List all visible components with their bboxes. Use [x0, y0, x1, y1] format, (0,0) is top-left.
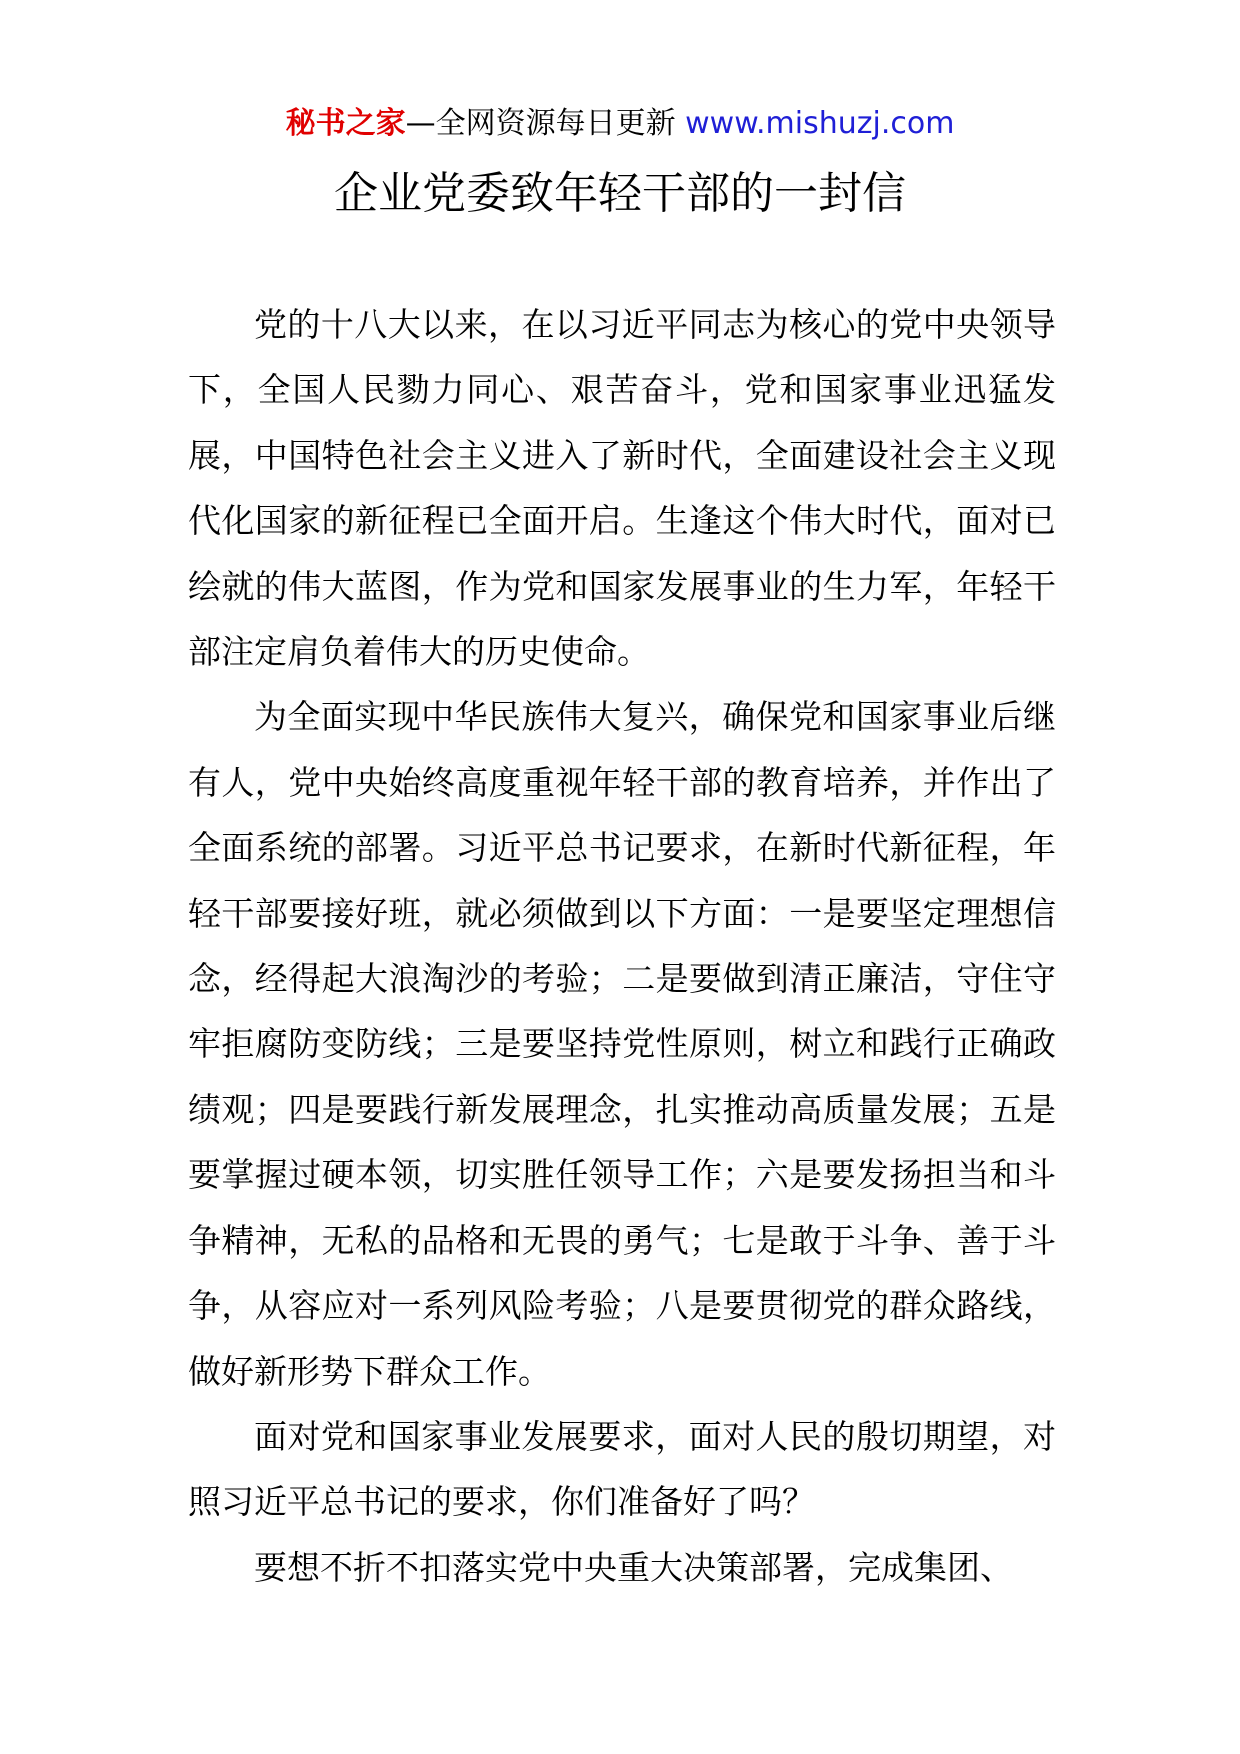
paragraph: 党的十八大以来，在以习近平同志为核心的党中央领导下，全国人民勠力同心、艰苦奋斗，党和国家事业迅猛发展，中国特色社会主义进入了新时代，全面建设社会主义现代化国家的新征程已全面开启。生逢这个伟大时代，面对已绘就的伟大蓝图，作为党和国家发展事业的生力军，年轻干部注定肩负着伟大的历史使命。 — [188, 305, 1056, 672]
document-title: 企业党委致年轻干部的一封信 — [334, 168, 906, 219]
paragraph: 面对党和国家事业发展要求，面对人民的殷切期望，对照习近平总书记的要求，你们准备好了吗？ — [188, 1416, 1056, 1522]
paragraph: 要想不折不扣落实党中央重大决策部署，完成集团、 — [254, 1547, 1013, 1587]
site-brand: 秘书之家 — [285, 106, 406, 141]
site-url[interactable]: www.mishuzj.com — [685, 106, 955, 141]
site-header — [0, 102, 1240, 146]
document-body — [188, 292, 1056, 1600]
site-slogan: —全网资源每日更新 — [405, 106, 686, 141]
paragraph: 为全面实现中华民族伟大复兴，确保党和国家事业后继有人，党中央始终高度重视年轻干部的教育培养，并作出了全面系统的部署。习近平总书记要求，在新时代新征程，年轻干部要接好班，就必须做到以下方面：一是要坚定理想信念，经得起大浪淘沙的考验；二是要做到清正廉洁，守住守牢拒腐防变防线；三是要坚持党性原则，树立和践行正确政绩观；四是要践行新发展理念，扎实推动高质量发展；五是要掌握过硬本领，切实胜任领导工作；六是要发扬担当和斗争精神，无私的品格和无畏的勇气；七是敢于斗争、善于斗争，从容应对一系列风险考验；八是要贯彻党的群众路线，做好新形势下群众工作。 — [188, 697, 1056, 1391]
